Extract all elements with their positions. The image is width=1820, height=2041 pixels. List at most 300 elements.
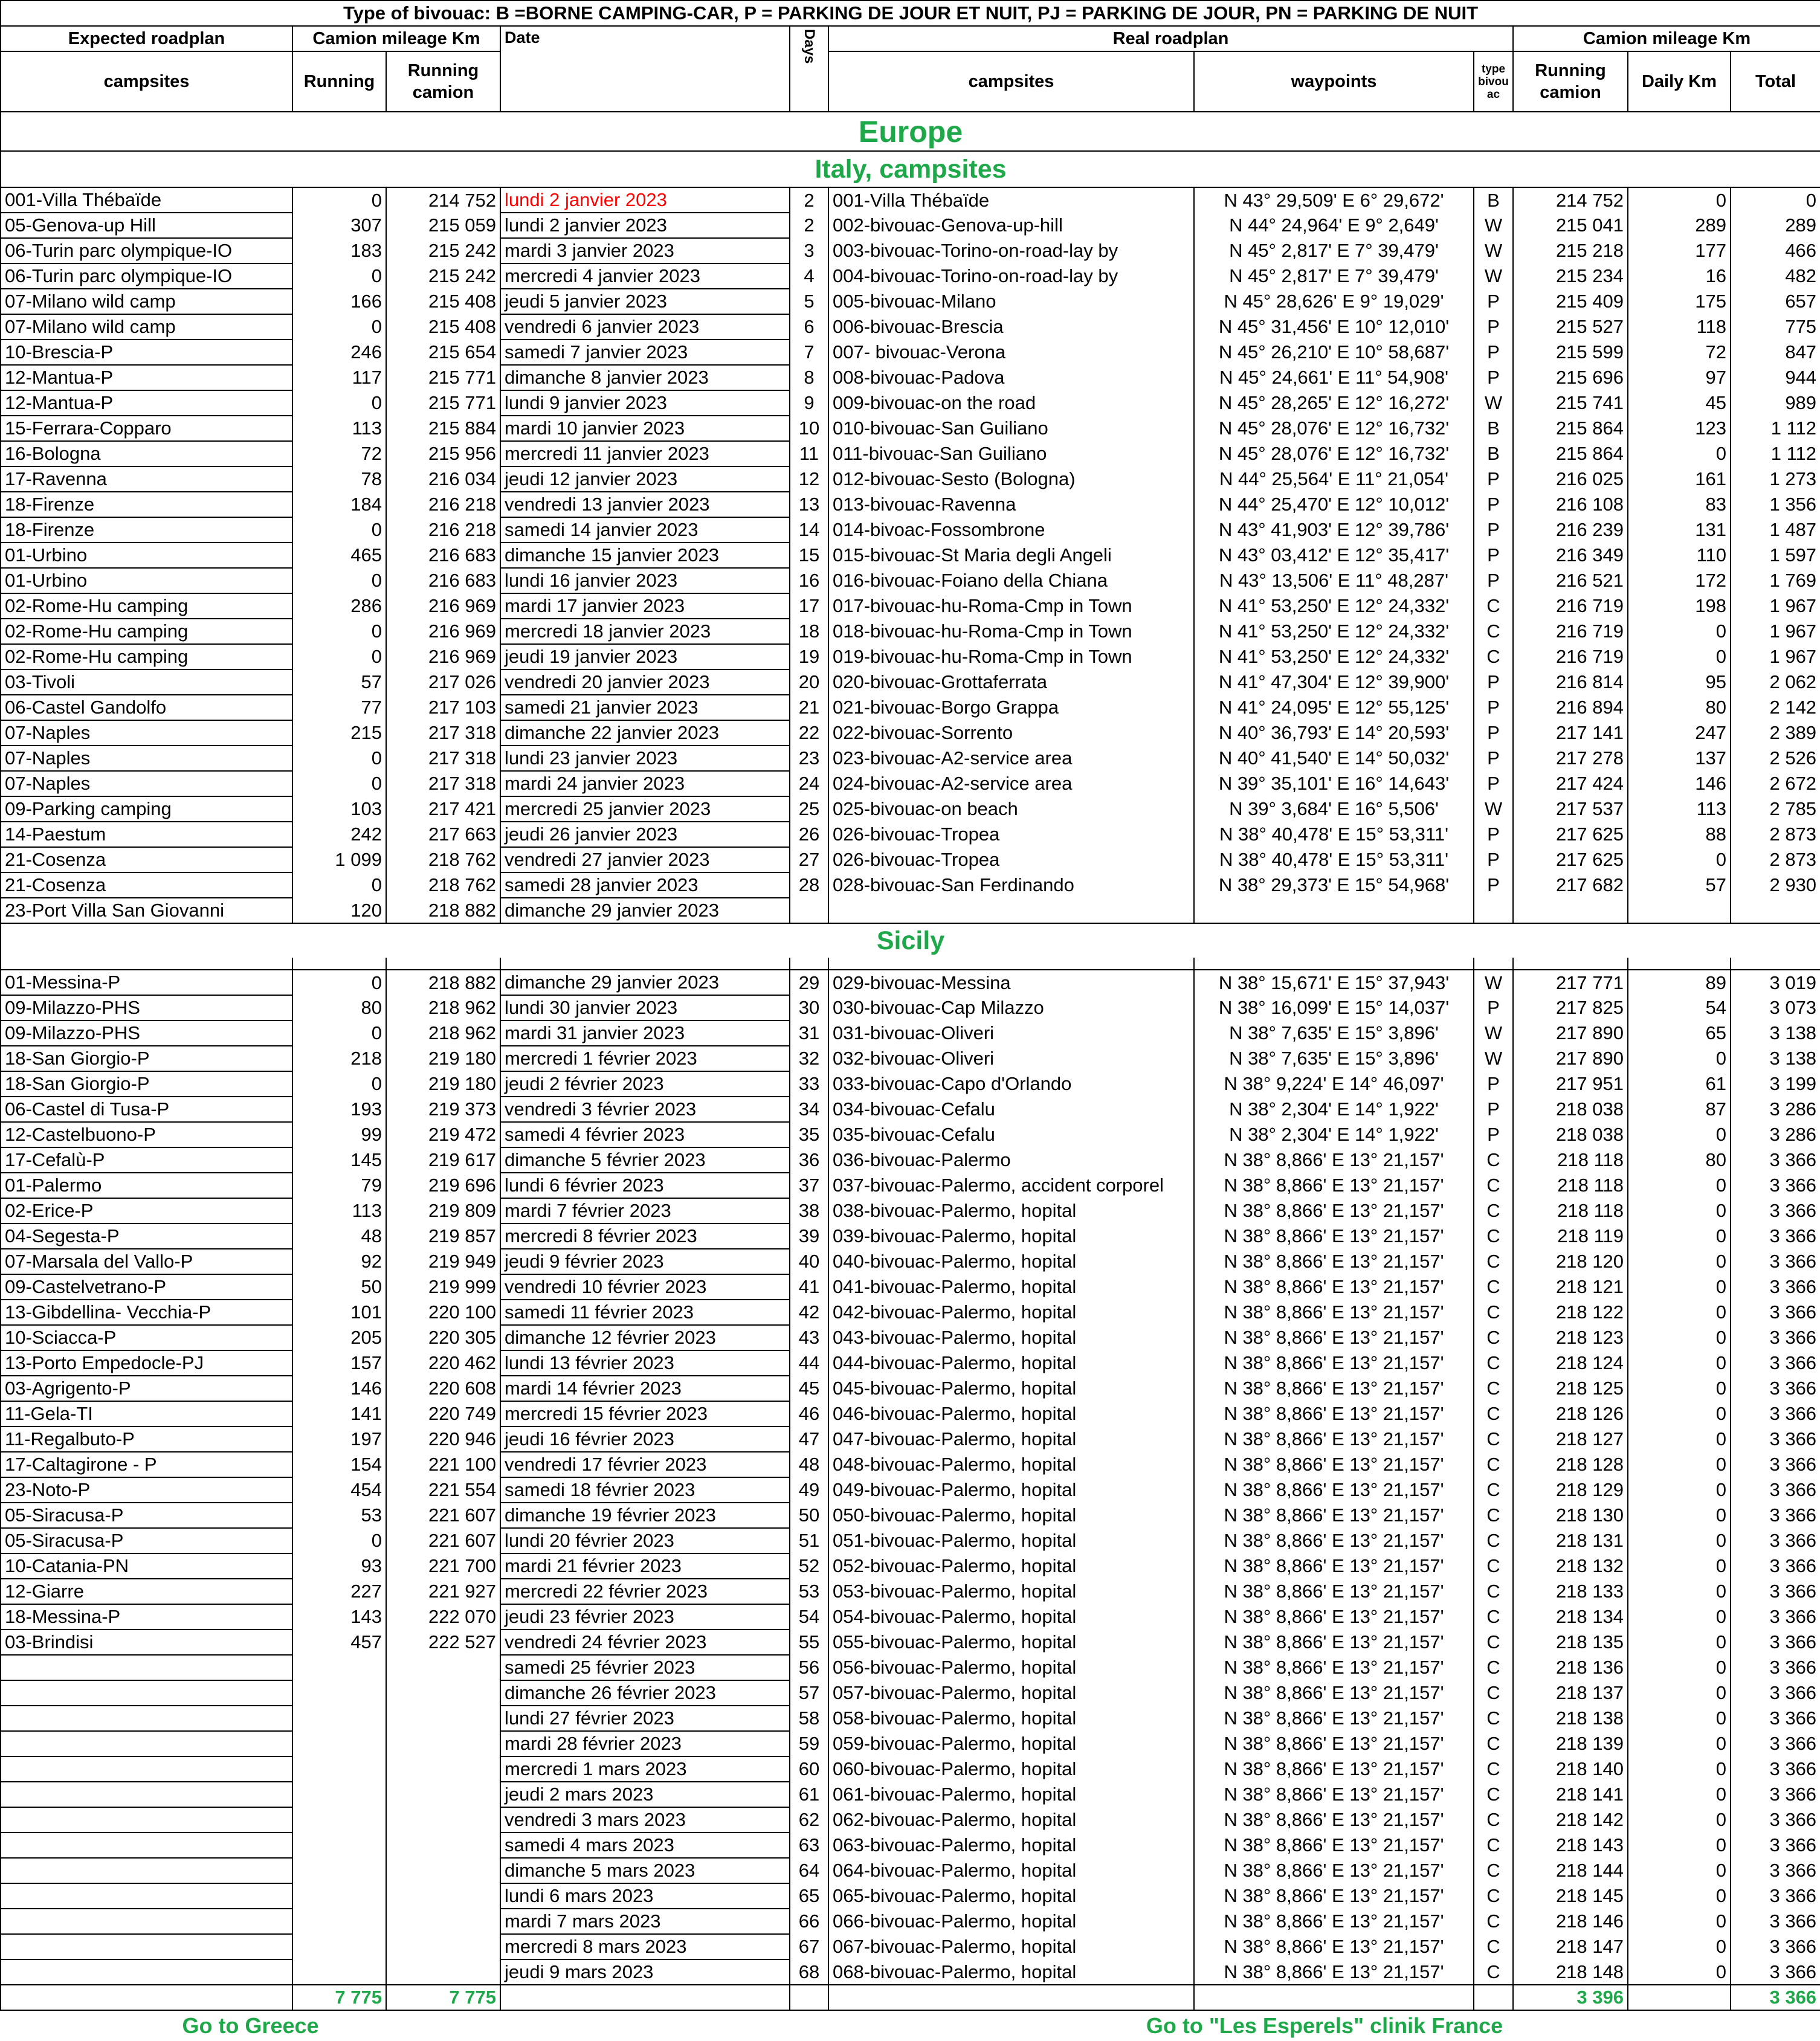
real-running-camion: 216 719 [1513, 619, 1628, 644]
table-row [1, 213, 1820, 238]
expected-running: 93 [292, 1553, 386, 1579]
waypoint: N 38° 2,304' E 14° 1,922' [1194, 1097, 1474, 1122]
real-campsite: 042-bivouac-Palermo, hopital [828, 1300, 1194, 1325]
total-km: 3 286 [1731, 1097, 1820, 1122]
bivouac-type: C [1474, 1274, 1513, 1300]
waypoint: N 43° 41,903' E 12° 39,786' [1194, 517, 1474, 543]
expected-running-camion: 220 749 [386, 1401, 500, 1427]
real-running-camion: 215 599 [1513, 340, 1628, 365]
real-campsite: 058-bivouac-Palermo, hopital [828, 1706, 1194, 1731]
expected-campsite: 03-Agrigento-P [1, 1376, 292, 1401]
expected-running-camion: 221 100 [386, 1452, 500, 1477]
daily-km: 0 [1628, 1427, 1731, 1452]
expected-running-camion: 216 218 [386, 492, 500, 517]
expected-running-camion: 217 026 [386, 669, 500, 695]
bivouac-type: P [1474, 289, 1513, 314]
bivouac-type: C [1474, 1503, 1513, 1528]
day-number: 33 [790, 1071, 828, 1097]
waypoint: N 38° 8,866' E 13° 21,157' [1194, 1300, 1474, 1325]
date: dimanche 12 février 2023 [500, 1325, 790, 1350]
real-campsite: 006-bivouac-Brescia [828, 314, 1194, 340]
daily-km: 61 [1628, 1071, 1731, 1097]
waypoint: N 43° 13,506' E 11° 48,287' [1194, 568, 1474, 593]
bivouac-type: C [1474, 1883, 1513, 1909]
expected-running: 141 [292, 1401, 386, 1427]
table-row [1, 543, 1820, 568]
expected-campsite: 12-Mantua-P [1, 390, 292, 416]
expected-campsite [1, 1833, 292, 1858]
expected-campsite: 10-Brescia-P [1, 340, 292, 365]
date: mercredi 1 mars 2023 [500, 1756, 790, 1782]
total-km: 3 366 [1731, 1706, 1820, 1731]
bivouac-type: C [1474, 1959, 1513, 1985]
real-campsite: 064-bivouac-Palermo, hopital [828, 1858, 1194, 1883]
table-row [1, 390, 1820, 416]
expected-running: 184 [292, 492, 386, 517]
expected-running-camion: 221 700 [386, 1553, 500, 1579]
expected-running: 0 [292, 771, 386, 796]
totals-empty-cell [1474, 1985, 1513, 2010]
real-running-camion: 218 140 [1513, 1756, 1628, 1782]
daily-km: 0 [1628, 1883, 1731, 1909]
table-row [1, 1503, 1820, 1528]
daily-km: 131 [1628, 517, 1731, 543]
day-number: 14 [790, 517, 828, 543]
bivouac-type: C [1474, 1147, 1513, 1173]
expected-campsite: 11-Gela-TI [1, 1401, 292, 1427]
real-running-camion: 218 124 [1513, 1350, 1628, 1376]
day-number: 28 [790, 872, 828, 898]
expected-running-camion: 216 683 [386, 543, 500, 568]
daily-km: 198 [1628, 593, 1731, 619]
waypoint: N 43° 03,412' E 12° 35,417' [1194, 543, 1474, 568]
total-km: 3 138 [1731, 1020, 1820, 1046]
expected-campsite: 01-Urbino [1, 543, 292, 568]
real-running-camion: 215 864 [1513, 441, 1628, 466]
bivouac-type: C [1474, 1782, 1513, 1807]
real-campsite: 057-bivouac-Palermo, hopital [828, 1680, 1194, 1706]
total-km: 989 [1731, 390, 1820, 416]
expected-running-camion: 218 962 [386, 995, 500, 1020]
real-campsite: 067-bivouac-Palermo, hopital [828, 1934, 1194, 1959]
expected-campsite [1, 1655, 292, 1680]
type-bivouac-header: type bivou ac [1474, 51, 1513, 112]
real-running-camion: 218 131 [1513, 1528, 1628, 1553]
table-row [1, 289, 1820, 314]
total-km: 3 366 [1731, 1274, 1820, 1300]
total-km: 3 366 [1731, 1147, 1820, 1173]
waypoint: N 41° 53,250' E 12° 24,332' [1194, 593, 1474, 619]
total-km: 944 [1731, 365, 1820, 390]
expected-running: 101 [292, 1300, 386, 1325]
daily-km: 0 [1628, 1731, 1731, 1756]
real-campsite: 054-bivouac-Palermo, hopital [828, 1604, 1194, 1630]
total-km: 3 366 [1731, 1630, 1820, 1655]
total-km: 3 366 [1731, 1604, 1820, 1630]
day-number: 13 [790, 492, 828, 517]
real-running-camion: 218 120 [1513, 1249, 1628, 1274]
waypoint: N 38° 8,866' E 13° 21,157' [1194, 1858, 1474, 1883]
expected-running-camion: 217 318 [386, 771, 500, 796]
waypoint: N 38° 8,866' E 13° 21,157' [1194, 1680, 1474, 1706]
daily-km: 0 [1628, 441, 1731, 466]
expected-campsite [1, 1756, 292, 1782]
expected-campsite: 02-Rome-Hu camping [1, 644, 292, 669]
day-number: 57 [790, 1680, 828, 1706]
real-campsite: 003-bivouac-Torino-on-road-lay by [828, 238, 1194, 263]
expected-running-camion: 215 059 [386, 213, 500, 238]
total-km: 482 [1731, 263, 1820, 289]
expected-campsite: 01-Messina-P [1, 970, 292, 995]
bivouac-type: B [1474, 441, 1513, 466]
real-running-camion: 218 132 [1513, 1553, 1628, 1579]
real-running-camion: 217 278 [1513, 746, 1628, 771]
bivouac-type: P [1474, 872, 1513, 898]
day-number: 11 [790, 441, 828, 466]
expected-running-camion: 217 318 [386, 746, 500, 771]
bivouac-type: C [1474, 644, 1513, 669]
waypoint: N 45° 26,210' E 10° 58,687' [1194, 340, 1474, 365]
waypoint: N 40° 41,540' E 14° 50,032' [1194, 746, 1474, 771]
total-km: 3 366 [1731, 1452, 1820, 1477]
day-number: 34 [790, 1097, 828, 1122]
totals-row [1, 1985, 1820, 2010]
real-running-camion: 216 719 [1513, 593, 1628, 619]
day-number: 5 [790, 289, 828, 314]
total-km: 2 873 [1731, 822, 1820, 847]
date: mercredi 22 février 2023 [500, 1579, 790, 1604]
expected-campsite: 04-Segesta-P [1, 1224, 292, 1249]
table-row [1, 1224, 1820, 1249]
total-km: 2 389 [1731, 720, 1820, 746]
bivouac-type: P [1474, 822, 1513, 847]
date: lundi 2 janvier 2023 [500, 213, 790, 238]
real-running-camion: 217 890 [1513, 1046, 1628, 1071]
real-running-camion: 216 349 [1513, 543, 1628, 568]
expected-running-camion: 216 034 [386, 466, 500, 492]
total-km: 3 073 [1731, 995, 1820, 1020]
expected-campsite: 03-Brindisi [1, 1630, 292, 1655]
expected-running: 78 [292, 466, 386, 492]
section-italy: Italy, campsites [1, 151, 1820, 187]
expected-campsite: 10-Sciacca-P [1, 1325, 292, 1350]
table-row [1, 872, 1820, 898]
bivouac-type: P [1474, 543, 1513, 568]
expected-running [292, 1959, 386, 1985]
date: mardi 17 janvier 2023 [500, 593, 790, 619]
spacer-cell [1731, 958, 1820, 970]
date: lundi 6 mars 2023 [500, 1883, 790, 1909]
section-europe: Europe [1, 112, 1820, 151]
table-row [1, 1630, 1820, 1655]
spacer-cell [292, 958, 386, 970]
expected-running-camion: 216 683 [386, 568, 500, 593]
waypoint: N 38° 8,866' E 13° 21,157' [1194, 1173, 1474, 1198]
date: jeudi 23 février 2023 [500, 1604, 790, 1630]
real-running-camion: 218 133 [1513, 1579, 1628, 1604]
table-row [1, 1655, 1820, 1680]
expected-running: 92 [292, 1249, 386, 1274]
expected-campsite: 18-Messina-P [1, 1604, 292, 1630]
expected-campsite: 06-Castel di Tusa-P [1, 1097, 292, 1122]
total-km: 3 366 [1731, 1680, 1820, 1706]
expected-running: 0 [292, 187, 386, 213]
bivouac-type: P [1474, 847, 1513, 872]
expected-campsite: 18-San Giorgio-P [1, 1046, 292, 1071]
date: mardi 24 janvier 2023 [500, 771, 790, 796]
total-km: 1 273 [1731, 466, 1820, 492]
expected-running-camion: 219 999 [386, 1274, 500, 1300]
total-km: 2 672 [1731, 771, 1820, 796]
bivouac-type: W [1474, 213, 1513, 238]
day-number: 26 [790, 822, 828, 847]
date: lundi 23 janvier 2023 [500, 746, 790, 771]
date: vendredi 10 février 2023 [500, 1274, 790, 1300]
waypoint: N 38° 40,478' E 15° 53,311' [1194, 847, 1474, 872]
date: dimanche 15 janvier 2023 [500, 543, 790, 568]
real-campsite: 031-bivouac-Oliveri [828, 1020, 1194, 1046]
expected-running-camion: 219 472 [386, 1122, 500, 1147]
real-running-camion: 218 138 [1513, 1706, 1628, 1731]
day-number: 4 [790, 263, 828, 289]
daily-km: 0 [1628, 1782, 1731, 1807]
real-running-camion: 218 122 [1513, 1300, 1628, 1325]
real-campsite: 061-bivouac-Palermo, hopital [828, 1782, 1194, 1807]
real-campsite: 017-bivouac-hu-Roma-Cmp in Town [828, 593, 1194, 619]
spacer-cell [1474, 958, 1513, 970]
expected-campsite [1, 1680, 292, 1706]
waypoint: N 41° 24,095' E 12° 55,125' [1194, 695, 1474, 720]
real-running-camion: 214 752 [1513, 187, 1628, 213]
daily-km: 0 [1628, 644, 1731, 669]
table-row [1, 1706, 1820, 1731]
day-number: 67 [790, 1934, 828, 1959]
expected-running [292, 1756, 386, 1782]
campsites-header: campsites [1, 51, 292, 112]
bivouac-type: P [1474, 365, 1513, 390]
total-km: 3 366 [1731, 1401, 1820, 1427]
day-number: 29 [790, 970, 828, 995]
date: mercredi 11 janvier 2023 [500, 441, 790, 466]
day-number: 52 [790, 1553, 828, 1579]
real-running-camion: 218 142 [1513, 1807, 1628, 1833]
daily-km: 0 [1628, 1173, 1731, 1198]
table-row [1, 1452, 1820, 1477]
expected-running: 0 [292, 263, 386, 289]
bivouac-type: C [1474, 1756, 1513, 1782]
expected-campsite [1, 1706, 292, 1731]
expected-running: 50 [292, 1274, 386, 1300]
total-km: 3 366 [1731, 1503, 1820, 1528]
date: samedi 21 janvier 2023 [500, 695, 790, 720]
waypoint: N 38° 8,866' E 13° 21,157' [1194, 1376, 1474, 1401]
expected-running-camion: 215 242 [386, 238, 500, 263]
expected-running-camion: 214 752 [386, 187, 500, 213]
expected-running [292, 1706, 386, 1731]
table-row [1, 238, 1820, 263]
total-grand-total: 3 366 [1731, 1985, 1820, 2010]
waypoint: N 38° 8,866' E 13° 21,157' [1194, 1350, 1474, 1376]
real-running-camion: 216 025 [1513, 466, 1628, 492]
expected-campsite: 23-Noto-P [1, 1477, 292, 1503]
table-row [1, 1858, 1820, 1883]
expected-running: 154 [292, 1452, 386, 1477]
daily-km: 97 [1628, 365, 1731, 390]
waypoint: N 38° 8,866' E 13° 21,157' [1194, 1249, 1474, 1274]
totals-empty-cell [1, 1985, 292, 2010]
expected-running: 465 [292, 543, 386, 568]
daily-km: 65 [1628, 1020, 1731, 1046]
real-campsite: 012-bivouac-Sesto (Bologna) [828, 466, 1194, 492]
daily-km: 0 [1628, 1477, 1731, 1503]
bivouac-type: C [1474, 1934, 1513, 1959]
waypoints-header: waypoints [1194, 51, 1474, 112]
table-row [1, 1680, 1820, 1706]
expected-running: 143 [292, 1604, 386, 1630]
real-running-camion: 218 123 [1513, 1325, 1628, 1350]
total-km: 3 366 [1731, 1731, 1820, 1756]
real-campsite: 039-bivouac-Palermo, hopital [828, 1224, 1194, 1249]
day-number: 3 [790, 238, 828, 263]
date: mardi 7 février 2023 [500, 1198, 790, 1224]
day-number: 25 [790, 796, 828, 822]
real-campsite: 033-bivouac-Capo d'Orlando [828, 1071, 1194, 1097]
real-campsite: 015-bivouac-St Maria degli Angeli [828, 543, 1194, 568]
date: jeudi 16 février 2023 [500, 1427, 790, 1452]
date: jeudi 9 mars 2023 [500, 1959, 790, 1985]
totals-empty-cell [1194, 1985, 1474, 2010]
expected-running: 193 [292, 1097, 386, 1122]
bivouac-type: C [1474, 1680, 1513, 1706]
table-row [1, 1477, 1820, 1503]
expected-running [292, 1883, 386, 1909]
real-campsite: 004-bivouac-Torino-on-road-lay by [828, 263, 1194, 289]
expected-running-camion: 215 408 [386, 314, 500, 340]
daily-km: 137 [1628, 746, 1731, 771]
day-number [790, 898, 828, 923]
daily-km: 88 [1628, 822, 1731, 847]
expected-running: 103 [292, 796, 386, 822]
total-km: 1 112 [1731, 416, 1820, 441]
real-campsite: 050-bivouac-Palermo, hopital [828, 1503, 1194, 1528]
daily-km: 175 [1628, 289, 1731, 314]
table-row [1, 263, 1820, 289]
daily-km: 146 [1628, 771, 1731, 796]
waypoint: N 38° 8,866' E 13° 21,157' [1194, 1706, 1474, 1731]
daily-km-header: Daily Km [1628, 51, 1731, 112]
expected-running: 218 [292, 1046, 386, 1071]
table-row [1, 517, 1820, 543]
real-running-camion: 218 137 [1513, 1680, 1628, 1706]
date: lundi 6 février 2023 [500, 1173, 790, 1198]
bivouac-type: C [1474, 1706, 1513, 1731]
total-km: 3 366 [1731, 1883, 1820, 1909]
daily-km: 0 [1628, 1630, 1731, 1655]
daily-km: 0 [1628, 1452, 1731, 1477]
expected-running-camion [386, 1833, 500, 1858]
expected-campsite: 21-Cosenza [1, 872, 292, 898]
waypoint: N 38° 8,866' E 13° 21,157' [1194, 1756, 1474, 1782]
expected-running: 80 [292, 995, 386, 1020]
expected-campsite [1, 1807, 292, 1833]
real-running-camion: 218 134 [1513, 1604, 1628, 1630]
waypoint: N 44° 25,564' E 11° 21,054' [1194, 466, 1474, 492]
real-running-camion [1513, 898, 1628, 923]
total-km: 3 138 [1731, 1046, 1820, 1071]
real-running-camion: 218 145 [1513, 1883, 1628, 1909]
waypoint: N 38° 8,866' E 13° 21,157' [1194, 1503, 1474, 1528]
table-row [1, 1046, 1820, 1071]
expected-running: 197 [292, 1427, 386, 1452]
day-number: 51 [790, 1528, 828, 1553]
real-campsite: 048-bivouac-Palermo, hopital [828, 1452, 1194, 1477]
date: mardi 10 janvier 2023 [500, 416, 790, 441]
real-campsite: 029-bivouac-Messina [828, 970, 1194, 995]
waypoint: N 45° 24,661' E 11° 54,908' [1194, 365, 1474, 390]
bivouac-type: C [1474, 1325, 1513, 1350]
waypoint: N 38° 8,866' E 13° 21,157' [1194, 1325, 1474, 1350]
waypoint: N 38° 8,866' E 13° 21,157' [1194, 1224, 1474, 1249]
date: samedi 4 février 2023 [500, 1122, 790, 1147]
real-running-camion: 215 218 [1513, 238, 1628, 263]
waypoint: N 38° 8,866' E 13° 21,157' [1194, 1883, 1474, 1909]
camion-mileage-header-right: Camion mileage Km [1513, 26, 1820, 51]
real-running-camion: 216 894 [1513, 695, 1628, 720]
total-km: 3 366 [1731, 1350, 1820, 1376]
day-number: 62 [790, 1807, 828, 1833]
bivouac-type: C [1474, 1350, 1513, 1376]
real-running-camion: 218 147 [1513, 1934, 1628, 1959]
waypoint: N 38° 8,866' E 13° 21,157' [1194, 1553, 1474, 1579]
bivouac-type: C [1474, 1833, 1513, 1858]
daily-km: 0 [1628, 1325, 1731, 1350]
bivouac-type: C [1474, 1477, 1513, 1503]
day-number: 12 [790, 466, 828, 492]
day-number: 46 [790, 1401, 828, 1427]
real-running-camion: 218 038 [1513, 1122, 1628, 1147]
daily-km: 0 [1628, 847, 1731, 872]
expected-running-camion [386, 1731, 500, 1756]
table-row [1, 995, 1820, 1020]
daily-km: 0 [1628, 1224, 1731, 1249]
real-running-camion: 216 719 [1513, 644, 1628, 669]
day-number: 47 [790, 1427, 828, 1452]
bivouac-type: P [1474, 340, 1513, 365]
day-number: 65 [790, 1883, 828, 1909]
bivouac-type: C [1474, 1376, 1513, 1401]
real-campsite: 034-bivouac-Cefalu [828, 1097, 1194, 1122]
day-number: 7 [790, 340, 828, 365]
date: mardi 14 février 2023 [500, 1376, 790, 1401]
expected-campsite: 18-Firenze [1, 492, 292, 517]
real-campsite: 060-bivouac-Palermo, hopital [828, 1756, 1194, 1782]
footer-go-to-greece: Go to Greece [182, 2013, 319, 2038]
date: vendredi 27 janvier 2023 [500, 847, 790, 872]
day-number: 56 [790, 1655, 828, 1680]
expected-running: 53 [292, 1503, 386, 1528]
bivouac-type: P [1474, 669, 1513, 695]
expected-campsite: 10-Catania-PN [1, 1553, 292, 1579]
date: jeudi 26 janvier 2023 [500, 822, 790, 847]
table-row [1, 1427, 1820, 1452]
daily-km: 0 [1628, 1655, 1731, 1680]
daily-km: 0 [1628, 1604, 1731, 1630]
real-running-camion: 217 625 [1513, 822, 1628, 847]
table-row [1, 847, 1820, 872]
day-number: 2 [790, 187, 828, 213]
table-row [1, 187, 1820, 213]
bivouac-type: P [1474, 1122, 1513, 1147]
